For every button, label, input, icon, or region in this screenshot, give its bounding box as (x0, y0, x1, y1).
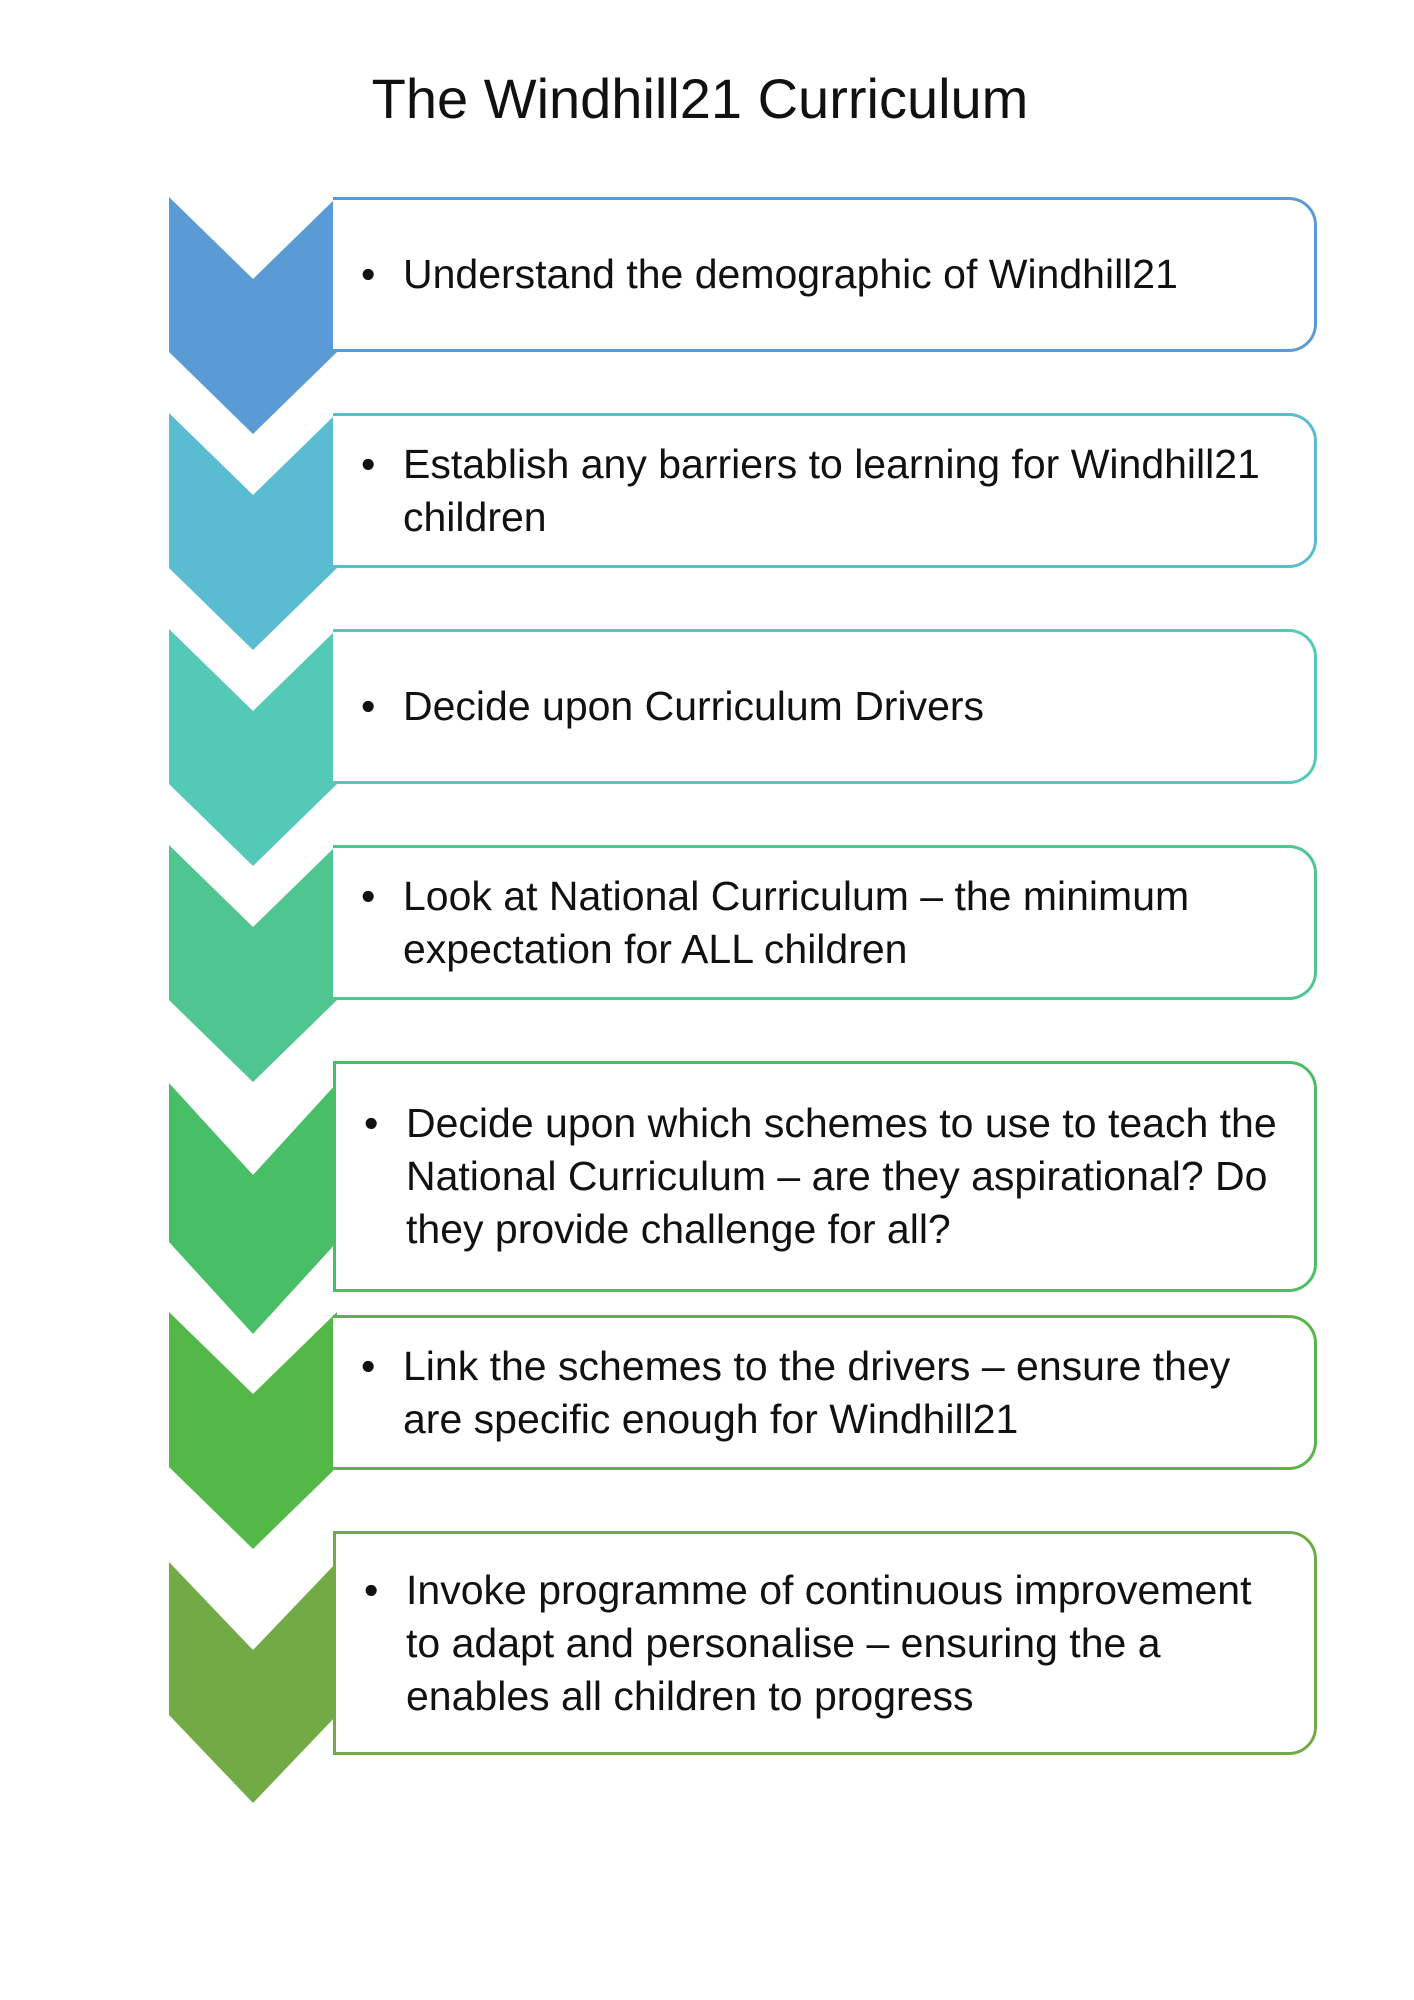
step-box-3 (333, 629, 1317, 784)
chevron-step-4 (169, 845, 337, 1082)
step-box-6 (333, 1315, 1317, 1470)
step-text-1: • Understand the demographic of Windhill21 (333, 248, 1198, 301)
chevron-step-6 (169, 1312, 337, 1549)
step-text-5: • Decide upon which schemes to use to teach the National Curriculum – are they aspirational? Do they provide challenge for all? (336, 1097, 1314, 1256)
diagram-title-text: The Windhill21 Curriculum (371, 67, 1029, 130)
step-text-7: • Invoke programme of continuous improvement to adapt and personalise – ensuring the a enables all children to progress (336, 1564, 1314, 1723)
step-text-6: • Link the schemes to the drivers – ensure they are specific enough for Windhill21 (333, 1340, 1314, 1446)
step-box-5 (333, 1061, 1317, 1292)
step-text-2: • Establish any barriers to learning for Windhill21 children (333, 438, 1314, 544)
chevron-step-5 (169, 1083, 337, 1334)
step-box-4 (333, 845, 1317, 1000)
chevron-step-1 (169, 197, 337, 434)
chevron-step-2 (169, 413, 337, 650)
step-box-1 (333, 197, 1317, 352)
step-box-2 (333, 413, 1317, 568)
step-text-4: • Look at National Curriculum – the minimum expectation for ALL children (333, 870, 1314, 976)
step-box-7 (333, 1531, 1317, 1755)
step-text-3: • Decide upon Curriculum Drivers (333, 680, 1004, 733)
chevron-step-3 (169, 629, 337, 866)
chevron-step-7 (169, 1562, 337, 1803)
